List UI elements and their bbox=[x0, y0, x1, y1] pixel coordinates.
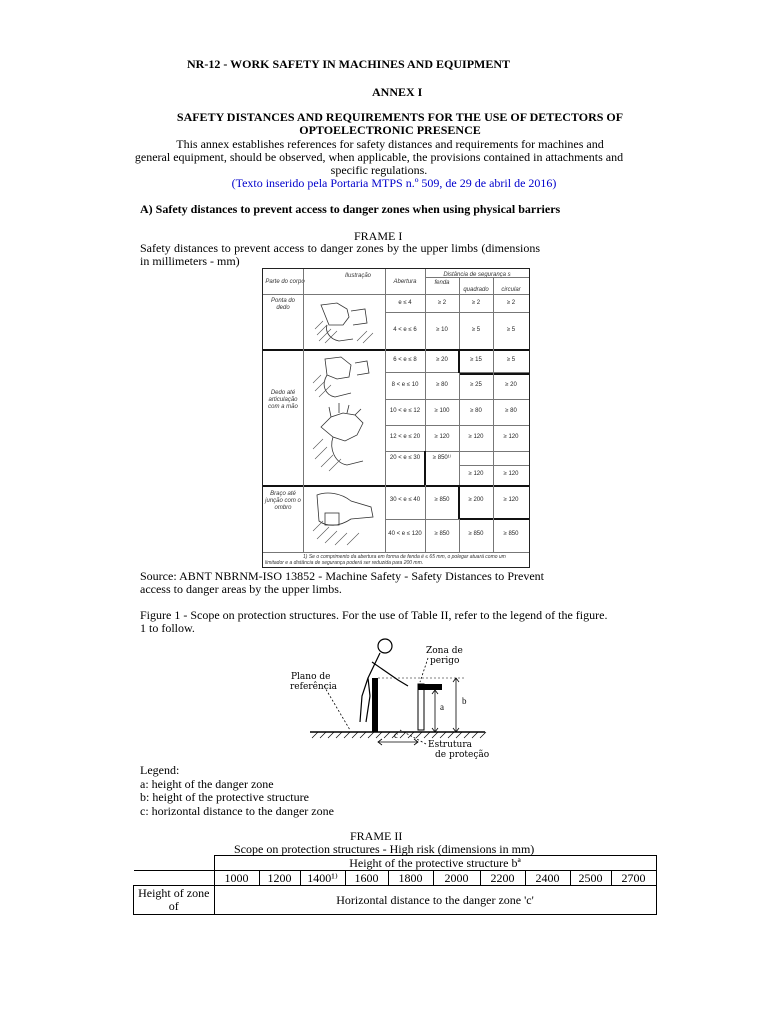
label-reference-plane-line-2: referência bbox=[290, 682, 337, 692]
frame-2-row-value: Horizontal distance to the danger zone 'c' bbox=[214, 886, 656, 915]
square-cell: ≥ 120 bbox=[468, 434, 484, 440]
frame-1-label: FRAME I bbox=[354, 229, 403, 243]
circular-cell: ≥ 120 bbox=[503, 434, 519, 440]
frame-2-height-cell: 1000 bbox=[214, 871, 259, 886]
label-reference-plane-line-1: Plano de bbox=[291, 672, 331, 682]
head-opening: Abertura bbox=[393, 279, 417, 285]
frame-2-height-cell: 2700 bbox=[611, 871, 656, 886]
frame-2-height-cell: 1200 bbox=[259, 871, 300, 886]
opening-cell: 40 < e ≤ 120 bbox=[388, 531, 422, 537]
label-dimension-a: a bbox=[440, 702, 444, 712]
legend-item-b: b: height of the protective structure bbox=[140, 790, 309, 804]
slot-cell: ≥ 100 bbox=[434, 408, 450, 414]
intro-line-2: general equipment, should be observed, when applicable, the provisions contained in attachments and bbox=[134, 150, 624, 164]
square-cell: ≥ 200 bbox=[468, 497, 484, 503]
head-body-part: Parte do corpo bbox=[265, 279, 305, 285]
circular-cell: ≥ 20 bbox=[505, 382, 517, 388]
square-cell: ≥ 120 bbox=[468, 471, 484, 477]
circular-cell: ≥ 120 bbox=[503, 497, 519, 503]
slot-cell: ≥ 80 bbox=[436, 382, 448, 388]
circular-cell: ≥ 2 bbox=[506, 300, 516, 306]
annex-title: ANNEX I bbox=[372, 85, 423, 99]
frame-1-caption-line-2: in millimeters - mm) bbox=[140, 254, 240, 268]
opening-cell: 8 < e ≤ 10 bbox=[391, 382, 419, 388]
group-finger-to-hand: Dedo até articulação com a mão bbox=[268, 390, 298, 410]
intro-line-1: This annex establishes references for safety distances and requirements for machines and bbox=[176, 137, 604, 151]
document-title: NR-12 - WORK SAFETY IN MACHINES AND EQUIPMENT bbox=[187, 57, 511, 71]
section-title-line-1: SAFETY DISTANCES AND REQUIREMENTS FOR THE USE OF DETECTORS OF bbox=[176, 110, 624, 124]
opening-cell: 4 < e ≤ 6 bbox=[393, 327, 417, 333]
head-slot: fenda bbox=[434, 280, 450, 286]
circular-cell: ≥ 5 bbox=[506, 357, 516, 363]
figure-1-caption-line-2: 1 to follow. bbox=[140, 621, 195, 635]
frame-2-height-cell: 2400 bbox=[525, 871, 570, 886]
head-illustration: Ilustração bbox=[344, 273, 371, 279]
head-circular: circular bbox=[501, 287, 521, 293]
frame-2-height-cell: 1800 bbox=[388, 871, 433, 886]
square-cell: ≥ 15 bbox=[470, 357, 482, 363]
circular-cell: ≥ 850 bbox=[503, 531, 519, 537]
slot-cell: ≥ 850¹⁾ bbox=[432, 455, 452, 461]
square-cell: ≥ 850 bbox=[468, 531, 484, 537]
slot-cell: ≥ 10 bbox=[436, 327, 448, 333]
label-dimension-c: c bbox=[394, 730, 398, 740]
slot-cell: ≥ 850 bbox=[434, 531, 450, 537]
square-cell: ≥ 2 bbox=[471, 300, 481, 306]
slot-cell: ≥ 20 bbox=[436, 357, 448, 363]
section-a-heading: A) Safety distances to prevent access to danger zones when using physical barriers bbox=[140, 202, 561, 216]
square-cell: ≥ 5 bbox=[471, 327, 481, 333]
head-safety-distance: Distância de segurança s bbox=[443, 272, 511, 278]
frame-2-height-cell: 2200 bbox=[480, 871, 525, 886]
frame-1-footnote-line-1: 1) Se o comprimento da abertura em forma de fenda é ≤ 65 mm, o polegar atuará como um bbox=[303, 554, 506, 560]
group-arm-to-shoulder: Braço até junção com o ombro bbox=[265, 491, 301, 511]
legend-item-a: a: height of the danger zone bbox=[140, 777, 274, 791]
frame-2-height-cell: 2000 bbox=[433, 871, 480, 886]
slot-cell: ≥ 2 bbox=[437, 300, 447, 306]
label-danger-zone-line-2: perigo bbox=[430, 656, 460, 666]
frame-1-footnote-line-2: limitador e a distância de segurança poderá ser reduzida para 200 mm. bbox=[265, 560, 424, 566]
frame-1-table bbox=[262, 268, 530, 568]
label-protective-structure-line-2: de proteção bbox=[435, 750, 490, 760]
frame-1-source-line-2: access to danger areas by the upper limbs. bbox=[140, 582, 342, 596]
section-title-line-2: OPTOELECTRONIC PRESENCE bbox=[299, 123, 481, 137]
figure-1-diagram bbox=[280, 638, 495, 764]
intro-line-3: specific regulations. bbox=[330, 163, 428, 177]
legend-title: Legend: bbox=[140, 763, 180, 777]
frame-2-label: FRAME II bbox=[350, 829, 403, 843]
circular-cell: ≥ 80 bbox=[505, 408, 517, 414]
circular-cell: ≥ 120 bbox=[503, 471, 519, 477]
frame-1-caption-line-1: Safety distances to prevent access to danger zones by the upper limbs (dimensions bbox=[140, 241, 540, 255]
frame-2-height-cell: 2500 bbox=[570, 871, 611, 886]
label-protective-structure-line-1: Estrutura bbox=[428, 740, 472, 750]
circular-cell: ≥ 5 bbox=[506, 327, 516, 333]
group-fingertip: Ponta do dedo bbox=[270, 298, 296, 311]
opening-cell: e ≤ 4 bbox=[398, 300, 412, 306]
slot-cell: ≥ 120 bbox=[434, 434, 450, 440]
frame-2-table bbox=[133, 855, 657, 915]
legend-item-c: c: horizontal distance to the danger zone bbox=[140, 804, 334, 818]
ordinance-note: (Texto inserido pela Portaria MTPS n.º 509, de 29 de abril de 2016) bbox=[231, 176, 557, 190]
fingertip-illustration bbox=[307, 295, 383, 349]
arm-shoulder-illustration bbox=[307, 487, 383, 551]
label-dimension-b: b bbox=[462, 696, 467, 706]
square-cell: ≥ 80 bbox=[470, 408, 482, 414]
opening-cell: 30 < e ≤ 40 bbox=[389, 497, 421, 503]
frame-2-caption: Scope on protection structures - High risk (dimensions in mm) bbox=[234, 842, 535, 856]
finger-hand-illustration bbox=[307, 353, 383, 481]
opening-cell: 12 < e ≤ 20 bbox=[389, 434, 421, 440]
head-square: quadrado bbox=[463, 287, 489, 293]
square-cell: ≥ 25 bbox=[470, 382, 482, 388]
opening-cell: 10 < e ≤ 12 bbox=[389, 408, 421, 414]
frame-1-source-line-1: Source: ABNT NBRNM-ISO 13852 - Machine Safety - Safety Distances to Prevent bbox=[140, 569, 544, 583]
opening-cell: 6 < e ≤ 8 bbox=[393, 357, 417, 363]
label-danger-zone-line-1: Zona de bbox=[426, 646, 463, 656]
figure-1-caption-line-1: Figure 1 - Scope on protection structures. For the use of Table II, refer to the legend of the figure. bbox=[140, 608, 608, 622]
slot-cell: ≥ 850 bbox=[434, 497, 450, 503]
frame-2-row-label: Height of zone of bbox=[134, 886, 215, 915]
frame-2-height-cell: 1600 bbox=[345, 871, 388, 886]
frame-2-header-span: Height of the protective structure bª bbox=[214, 856, 656, 871]
opening-cell: 20 < e ≤ 30 bbox=[389, 455, 421, 461]
frame-2-height-cell: 1400¹⁾ bbox=[300, 871, 345, 886]
